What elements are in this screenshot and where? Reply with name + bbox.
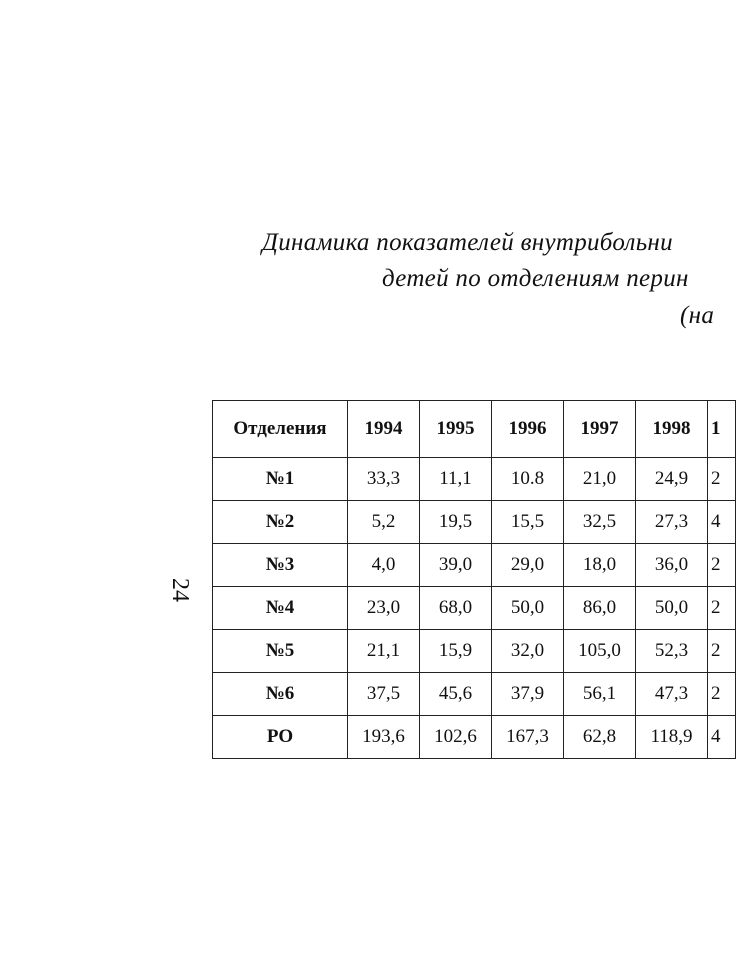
table-header-row [213,401,736,458]
header-cell: 1994 [348,401,420,458]
data-table [212,400,736,759]
table-cell: 86,0 [564,587,636,630]
table-cell: 18,0 [564,544,636,587]
table-row [213,673,736,716]
table-row [213,716,736,759]
table-cell: 68,0 [420,587,492,630]
row-label: №4 [213,587,348,630]
table-cell: 167,3 [492,716,564,759]
table-cell: 47,3 [636,673,708,716]
table-cell: 39,0 [420,544,492,587]
table-cell: 50,0 [492,587,564,630]
row-label: РО [213,716,348,759]
table-cell: 193,6 [348,716,420,759]
table-cell: 102,6 [420,716,492,759]
table-cell: 21,1 [348,630,420,673]
table-row [213,544,736,587]
table-row [213,458,736,501]
table-cell: 11,1 [420,458,492,501]
header-cell: 1 [708,401,736,458]
table-cell: 27,3 [636,501,708,544]
table-row [213,587,736,630]
row-label: №3 [213,544,348,587]
table-cell: 62,8 [564,716,636,759]
table-cell: 56,1 [564,673,636,716]
table-cell: 2 [708,673,736,716]
header-cell: 1997 [564,401,636,458]
table-cell: 29,0 [492,544,564,587]
table-cell: 50,0 [636,587,708,630]
table-cell: 105,0 [564,630,636,673]
table-cell: 32,0 [492,630,564,673]
table-cell: 15,9 [420,630,492,673]
row-label: №2 [213,501,348,544]
table-cell: 118,9 [636,716,708,759]
row-label: №5 [213,630,348,673]
header-cell: Отделения [213,401,348,458]
table-cell: 21,0 [564,458,636,501]
title-line-3: (на [680,302,715,329]
table-cell: 24,9 [636,458,708,501]
row-label: №1 [213,458,348,501]
page-number: 24 [167,578,193,602]
row-label: №6 [213,673,348,716]
header-cell: 1996 [492,401,564,458]
title-line-1: Динамика показателей внутрибольни [262,229,673,256]
table-cell: 4 [708,716,736,759]
table-cell: 32,5 [564,501,636,544]
table-cell: 33,3 [348,458,420,501]
table-cell: 4 [708,501,736,544]
header-cell: 1998 [636,401,708,458]
table-cell: 37,5 [348,673,420,716]
table-cell: 2 [708,587,736,630]
table-cell: 36,0 [636,544,708,587]
table-cell: 45,6 [420,673,492,716]
table-cell: 52,3 [636,630,708,673]
table-cell: 15,5 [492,501,564,544]
table-cell: 4,0 [348,544,420,587]
table-cell: 19,5 [420,501,492,544]
table-cell: 2 [708,630,736,673]
table-cell: 37,9 [492,673,564,716]
table-cell: 10.8 [492,458,564,501]
table-cell: 5,2 [348,501,420,544]
table-cell: 2 [708,458,736,501]
table-row [213,630,736,673]
table-cell: 2 [708,544,736,587]
table-cell: 23,0 [348,587,420,630]
header-cell: 1995 [420,401,492,458]
table-row [213,501,736,544]
title-line-2: детей по отделениям перин [382,265,689,292]
